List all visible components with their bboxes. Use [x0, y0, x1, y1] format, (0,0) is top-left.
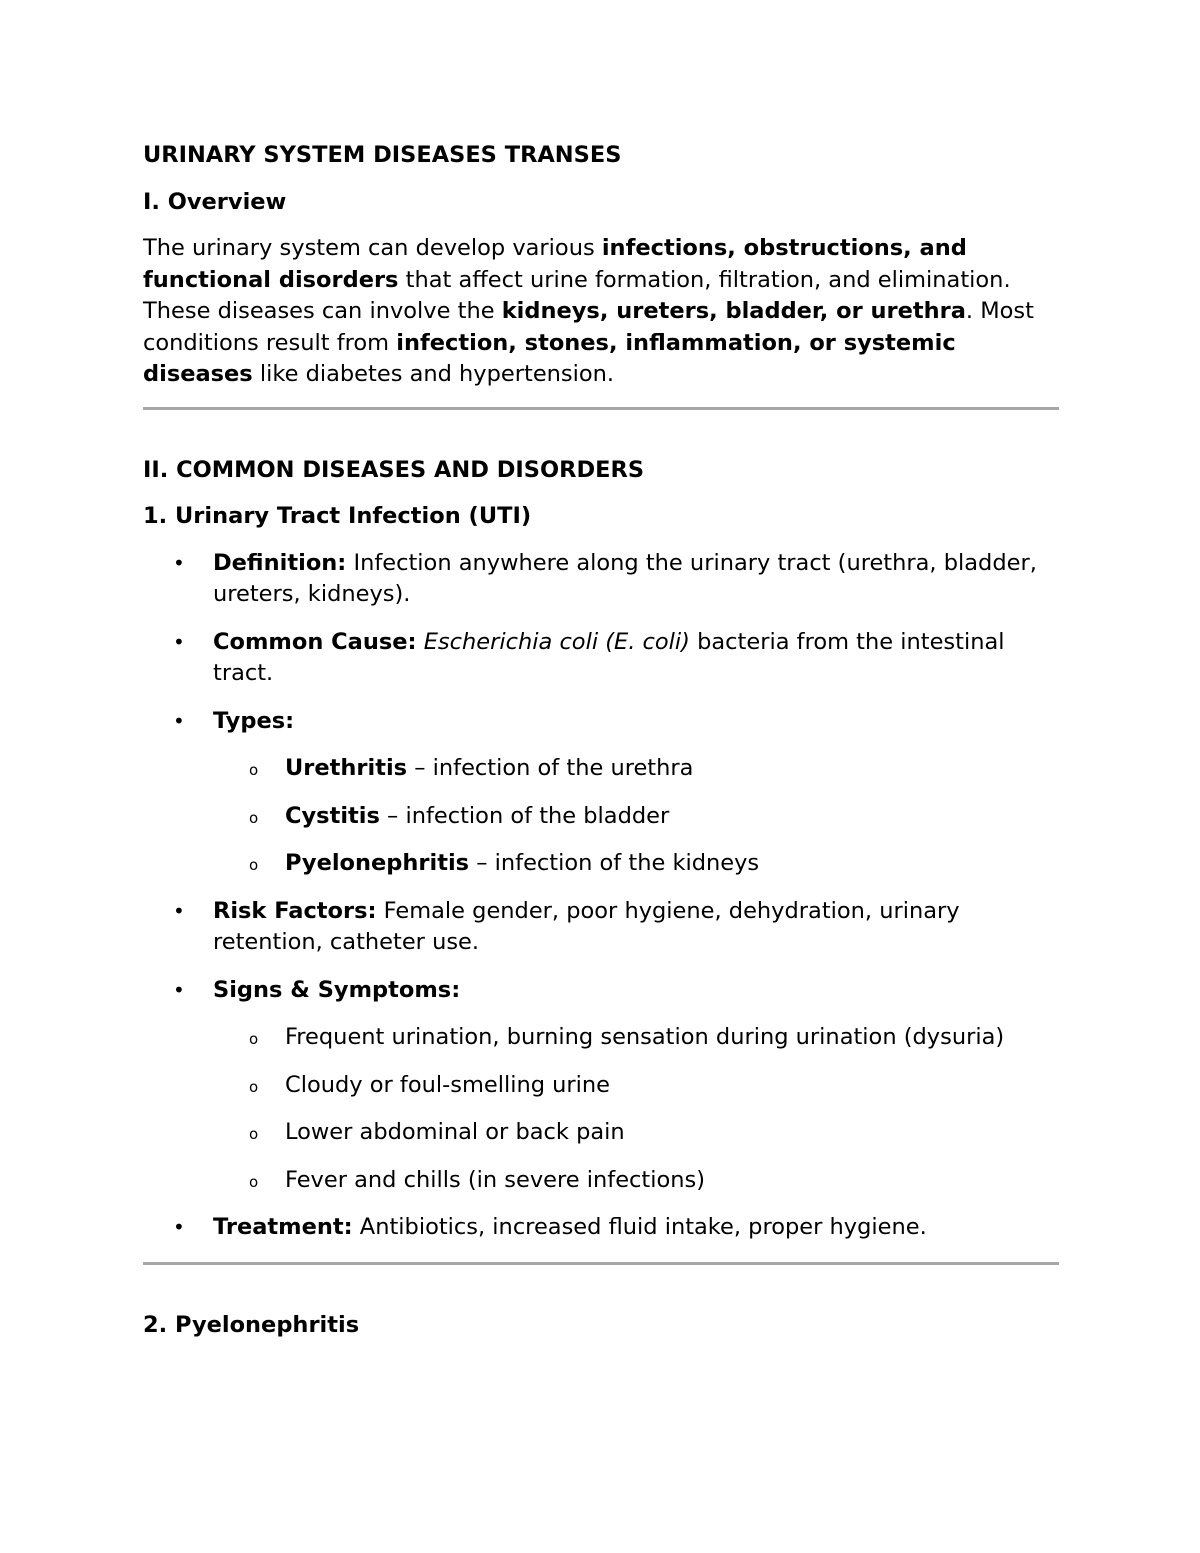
overview-text-2: that affect urine formation, filtration, and elimination. These diseases can involve the	[143, 266, 1011, 324]
overview-text-3: . Most conditions result from	[143, 298, 1034, 356]
list-item	[143, 706, 1063, 880]
section-divider	[143, 1262, 1059, 1265]
definition-text: Infection anywhere along the urinary tract (urethra, bladder, ureters, kidneys).	[213, 549, 1037, 607]
definition-label: Definition:	[213, 549, 347, 576]
sublist-item	[213, 753, 1063, 785]
overview-text-1: The urinary system can develop various	[143, 235, 602, 261]
sublist-item	[213, 848, 1063, 880]
section-divider	[143, 407, 1059, 410]
type-name: Cystitis	[285, 802, 380, 829]
bullet-icon: •	[173, 977, 185, 1002]
list-item	[143, 896, 1063, 959]
circle-bullet-icon: o	[249, 761, 259, 779]
pyelonephritis-heading: 2. Pyelonephritis	[143, 1311, 360, 1338]
circle-bullet-icon: o	[249, 1172, 259, 1191]
bullet-icon: •	[173, 550, 185, 575]
common-diseases-heading: II. COMMON DISEASES AND DISORDERS	[143, 456, 645, 483]
document-page	[143, 140, 1063, 1356]
overview-heading: I. Overview	[143, 188, 287, 215]
overview-bold-2: kidneys, ureters, bladder, or urethra	[501, 298, 966, 324]
cause-label: Common Cause:	[213, 628, 417, 655]
type-name: Urethritis	[285, 755, 408, 781]
bullet-icon: •	[173, 1215, 185, 1239]
treatment-text: Antibiotics, increased fluid intake, proper hygiene.	[352, 1214, 927, 1240]
signs-sublist	[213, 1022, 1063, 1196]
overview-text-4: like diabetes and hypertension.	[252, 361, 615, 387]
type-desc: – infection of the kidneys	[469, 850, 760, 876]
sublist-item	[213, 1165, 1063, 1197]
sign-text: Cloudy or foul-smelling urine	[285, 1071, 611, 1098]
list-item	[143, 548, 1063, 611]
sublist-item	[213, 801, 1063, 833]
circle-bullet-icon: o	[249, 1077, 259, 1096]
overview-bold-1: infections, obstructions, and functional disorders	[143, 235, 967, 293]
risk-text: Female gender, poor hygiene, dehydration, urinary retention, catheter use.	[213, 897, 960, 955]
types-label: Types:	[213, 707, 295, 734]
overview-bold-3: infection, stones, inflammation, or systemic diseases	[143, 329, 956, 387]
treatment-label: Treatment:	[213, 1214, 353, 1240]
signs-label: Signs & Symptoms:	[213, 976, 461, 1003]
type-desc: – infection of the bladder	[379, 802, 670, 829]
type-desc: – infection of the urethra	[407, 755, 694, 781]
circle-bullet-icon: o	[249, 1125, 259, 1143]
sublist-item	[213, 1070, 1063, 1102]
circle-bullet-icon: o	[249, 808, 259, 827]
uti-list	[143, 548, 1063, 1244]
sign-text: Lower abdominal or back pain	[285, 1119, 625, 1145]
sublist-item	[213, 1117, 1063, 1149]
circle-bullet-icon: o	[249, 1030, 259, 1048]
circle-bullet-icon: o	[249, 856, 259, 874]
risk-label: Risk Factors:	[213, 897, 377, 924]
cause-text: bacteria from the intestinal tract.	[213, 628, 1005, 686]
list-item	[143, 975, 1063, 1197]
sign-text: Fever and chills (in severe infections)	[285, 1166, 706, 1193]
uti-heading: 1. Urinary Tract Infection (UTI)	[143, 503, 532, 529]
overview-paragraph	[143, 233, 1063, 391]
list-item	[143, 627, 1063, 690]
cause-organism: Escherichia coli (E. coli)	[423, 628, 690, 655]
type-name: Pyelonephritis	[285, 850, 470, 876]
document-title: URINARY SYSTEM DISEASES TRANSES	[143, 142, 622, 168]
sublist-item	[213, 1022, 1063, 1054]
bullet-icon: •	[173, 629, 185, 654]
sign-text: Frequent urination, burning sensation during urination (dysuria)	[285, 1024, 1005, 1050]
types-sublist	[213, 753, 1063, 880]
bullet-icon: •	[173, 708, 185, 733]
bullet-icon: •	[173, 898, 185, 923]
list-item	[143, 1212, 1063, 1244]
